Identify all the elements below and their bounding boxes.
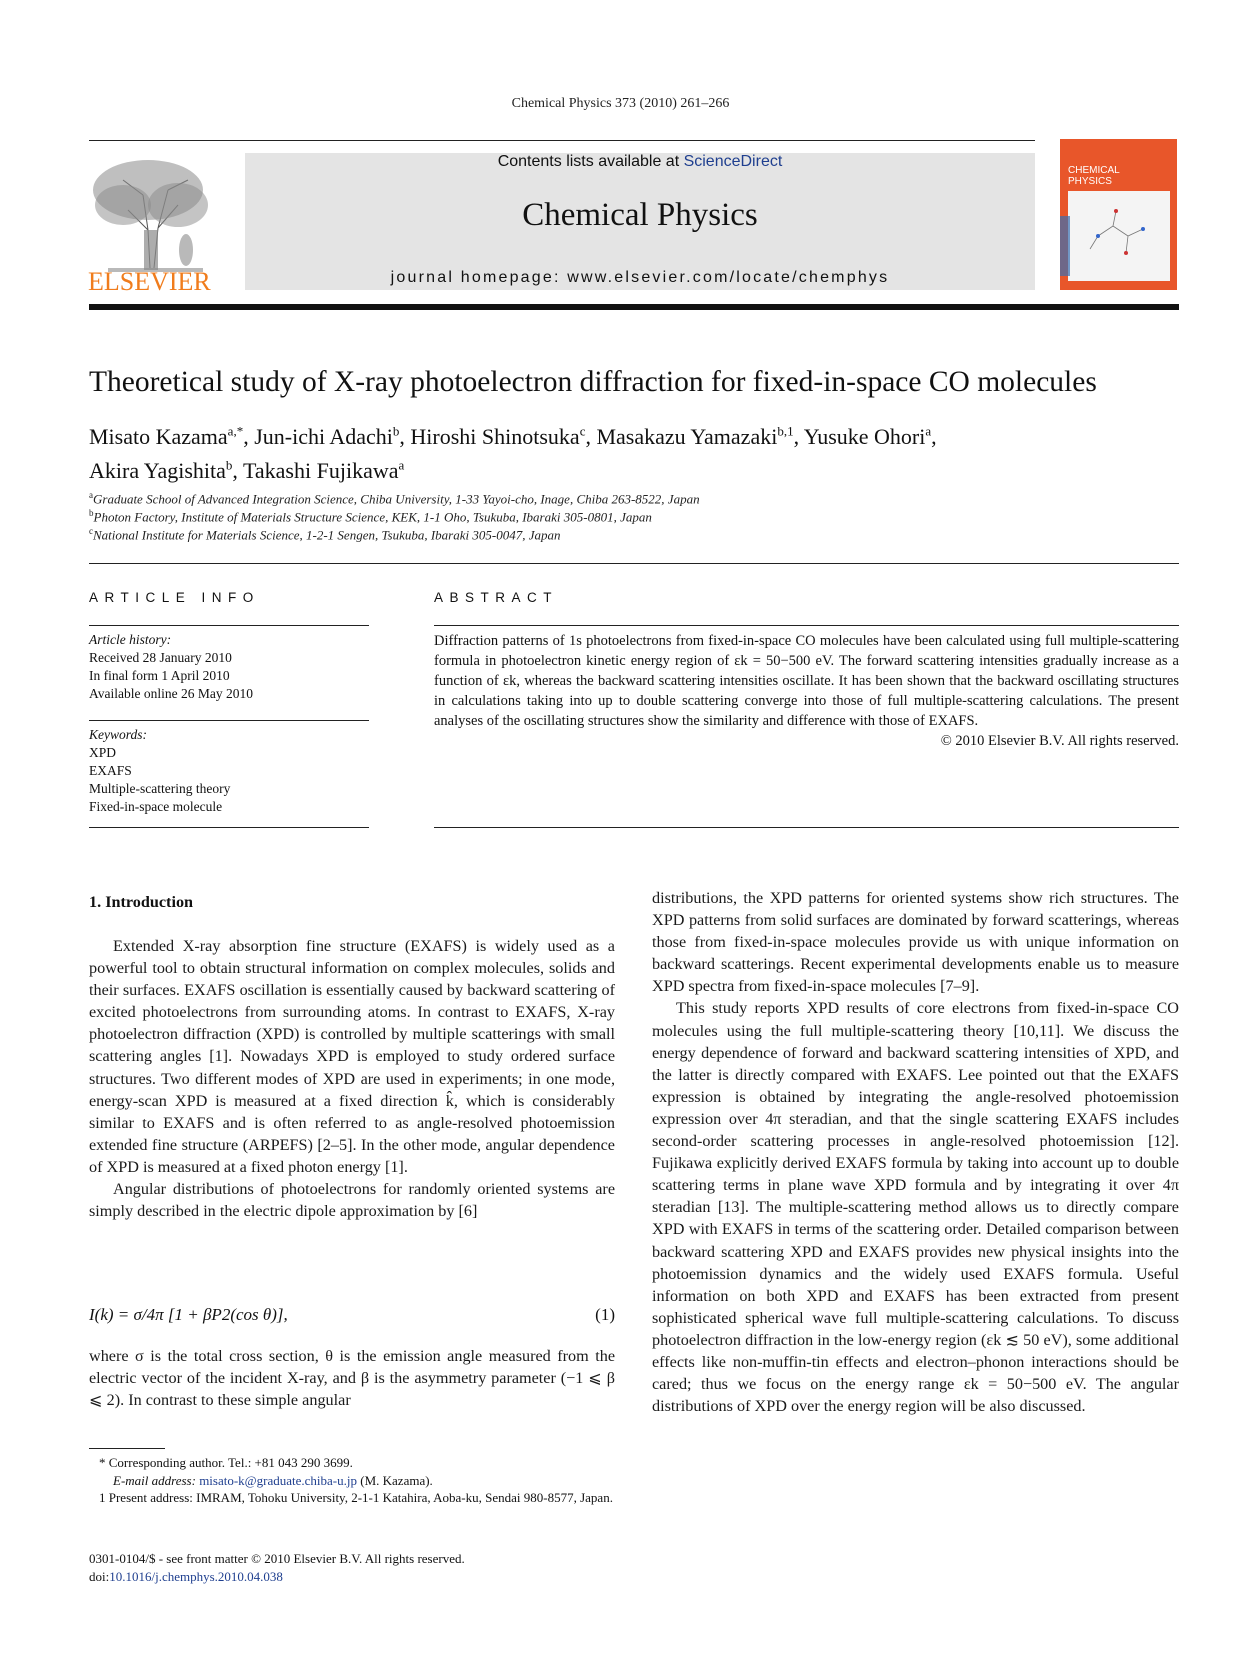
- abstract-rule-bottom: [434, 827, 1179, 828]
- author-4: Masakazu Yamazaki$^{b,1}$,: [596, 424, 804, 450]
- affiliation-c: $^c$National Institute for Materials Science, 1-2-1 Sengen, Tsukuba, Ibaraki 305-0047, Japan: [89, 526, 561, 543]
- journal-banner: [245, 153, 1035, 290]
- author-6: Akira Yagishita$^b$,: [89, 457, 243, 483]
- author-4-affil[interactable]: b,1: [777, 424, 794, 439]
- paragraph: This study reports XPD results of core electrons from fixed-in-space CO molecules using the full multiple-scattering theory [10,11]. We discuss the energy dependence of forward and backward scattering intensities of XPD, and the latter is directly compared with EXAFS. Lee pointed out that the EXAFS expression is obtained by integrating the angle-resolved photoemission expression over 4π steradian, and that the single scattering EXAFS includes second-order scattering processes in angle-resolved photoemission [12]. Fujikawa explicitly derived EXAFS formula by taking into account up to double scattering terms in plane wave XPD formula and by integrating it over 4π steradian [13]. The multiple-scattering method allows us to directly compare XPD with EXAFS in terms of the scattering order. Detailed comparison between backward scattering XPD and EXAFS provides new physical insights into the photoemission dynamics and the widely used EXAFS formula. Useful information on both XPD and EXAFS has been extracted from present sophisticated spherical wave full multiple-scattering calculations. To discuss photoelectron diffraction in the low-energy region (εk ≲ 50 eV), some additional effects like non-muffin-tin effects and electron–phonon interactions should be cared; thus we focus on the energy range εk = 50−500 eV. The angular distributions of XPD over the energy region will be also discussed.: [652, 999, 1179, 1416]
- elsevier-logo: [88, 150, 218, 295]
- present-address-note: 1 Present address: IMRAM, Tohoku University, 2-1-1 Katahira, Aoba-ku, Sendai 980-8577, Japan.: [99, 1490, 613, 1505]
- history-label: Article history:: [89, 632, 172, 647]
- corresponding-author-note: * Corresponding author. Tel.: +81 043 290 3699.: [99, 1455, 353, 1470]
- left-column-bottom: [89, 1345, 615, 1411]
- article-info-heading: ARTICLE INFO: [89, 590, 260, 605]
- equation-1: [89, 1305, 615, 1325]
- abstract-text: Diffraction patterns of 1s photoelectrons from fixed-in-space CO molecules have been calculated using full multiple-scattering formula in photoelectron kinetic energy region of εk = 50−500 eV. The forward scattering intensities gradually increase as a function of εk, whereas the backward scattering intensities oscillate. It has been shown that the backward oscillating structures in calculations taking into up to double scattering converge into those of full multiple-scattering calculations. The present analyses of the oscillating structures show the similarity and difference with those of EXAFS.: [434, 633, 1179, 729]
- issn-line: 0301-0104/$ - see front matter © 2010 Elsevier B.V. All rights reserved.: [89, 1551, 465, 1566]
- right-column: [652, 887, 1179, 1417]
- article-history: [89, 631, 253, 703]
- info-rule-mid: [89, 720, 369, 721]
- abstract-heading: ABSTRACT: [434, 590, 559, 605]
- journal-cover: [1060, 139, 1177, 290]
- header-rule: [89, 140, 1035, 141]
- equation-body: I(k) = σ/4π [1 + βP2(cos θ)],: [89, 1305, 288, 1324]
- left-column-top: [89, 935, 615, 1222]
- molecule-graphic-icon: [1068, 191, 1170, 281]
- journal-homepage[interactable]: journal homepage: www.elsevier.com/locate/chemphys: [390, 269, 890, 286]
- author-5-affil[interactable]: a: [925, 424, 932, 439]
- author-2: Jun-ichi Adachi$^b$,: [254, 424, 411, 450]
- info-rule-top: [89, 625, 369, 626]
- section-heading: 1. Introduction: [89, 893, 194, 911]
- front-matter: [89, 1550, 615, 1585]
- affiliation-b: $^b$Photon Factory, Institute of Materials Structure Science, KEK, 1-1 Oho, Tsukuba, Ibaraki 305-0801, Japan: [89, 508, 652, 525]
- author-7-affil[interactable]: a: [398, 457, 405, 473]
- cover-title: [1068, 165, 1120, 187]
- keyword-item: Fixed-in-space molecule: [89, 799, 223, 814]
- author-6-affil[interactable]: b: [225, 457, 233, 473]
- cover-title-line-2: PHYSICS: [1068, 176, 1112, 187]
- author-2-affil[interactable]: b: [392, 424, 400, 439]
- journal-citation: Chemical Physics 373 (2010) 261–266: [511, 96, 730, 111]
- email-note: E-mail address: misato-k@graduate.chiba-u.jp (M. Kazama).: [113, 1472, 433, 1488]
- author-1: Misato Kazama$^{a,*}$,: [89, 424, 255, 450]
- author-list: [89, 418, 1184, 485]
- keyword-item: EXAFS: [89, 763, 132, 778]
- doi-link[interactable]: 10.1016/j.chemphys.2010.04.038: [109, 1568, 283, 1584]
- paragraph: where σ is the total cross section, θ is the emission angle measured from the electric vector of the incident X-ray, and β is the asymmetry parameter (−1 ⩽ β ⩽ 2). In contrast to these simple angular: [89, 1347, 615, 1410]
- footnote-rule: [89, 1448, 165, 1449]
- author-3-affil[interactable]: c: [579, 424, 586, 439]
- footnotes: [89, 1454, 615, 1507]
- cover-image: [1068, 191, 1170, 281]
- cover-title-line-1: CHEMICAL: [1068, 165, 1120, 176]
- history-final-form: In final form 1 April 2010: [89, 668, 230, 683]
- paragraph: Extended X-ray absorption fine structure (EXAFS) is widely used as a powerful tool to obtain structural information on complex molecules, solids and their surfaces. EXAFS oscillation is essentially caused by backward scattering of excited photoelectrons from surrounding atoms. In contrast to EXAFS, X-ray photoelectron diffraction (XPD) is controlled by multiple scatterings with small scattering angles [1]. Nowadays XPD is employed to study ordered surface structures. Two different modes of XPD are used in experiments; in one mode, energy-scan XPD is measured at a fixed direction k̂, which is considerably similar to EXAFS and is often referred to as angle-resolved photoemission extended fine structure (ARPEFS) [2–5]. In the other mode, angular dependence of XPD is measured at a fixed photon energy [1].: [89, 937, 615, 1176]
- doi-line: doi:10.1016/j.chemphys.2010.04.038: [89, 1568, 283, 1584]
- email-link[interactable]: misato-k@graduate.chiba-u.jp: [199, 1472, 357, 1488]
- contents-line: [245, 153, 1035, 171]
- affiliation-a: $^a$Graduate School of Advanced Integration Science, Chiba University, 1-33 Yayoi-cho, Inage, Chiba 263-8522, Japan: [89, 490, 700, 507]
- author-3: Hiroshi Shinotsuka$^c$,: [410, 424, 597, 450]
- publisher-name: ELSEVIER: [88, 267, 211, 295]
- sciencedirect-link[interactable]: ScienceDirect: [683, 153, 783, 170]
- info-rule-bottom: [89, 827, 369, 828]
- keywords: [89, 726, 230, 816]
- abstract-rule-top: [434, 625, 1179, 626]
- journal-title: Chemical Physics: [522, 197, 758, 233]
- article-title: Theoretical study of X-ray photoelectron diffraction for fixed-in-space CO molecules: [89, 366, 1097, 398]
- header-thick-rule: [89, 304, 1179, 310]
- keyword-item: Multiple-scattering theory: [89, 781, 231, 796]
- author-1-affil[interactable]: a,*: [227, 424, 244, 439]
- keyword-item: XPD: [89, 745, 117, 760]
- author-7: Takashi Fujikawa$^a$: [243, 457, 405, 483]
- equation-number: (1): [595, 1305, 615, 1324]
- affiliation-rule: [89, 563, 1179, 564]
- author-5: Yusuke Ohori$^a$,: [803, 424, 937, 450]
- abstract-copyright: © 2010 Elsevier B.V. All rights reserved.: [940, 733, 1179, 749]
- paragraph: distributions, the XPD patterns for oriented systems show rich structures. The XPD patterns from solid surfaces are dominated by forward scatterings, whereas those from fixed-in-space molecules provide us with unique information on backward scatterings. Recent experimental developments enable us to measure XPD spectra from fixed-in-space molecules [7–9].: [652, 889, 1179, 996]
- cover-side-graphic: [1060, 216, 1070, 276]
- paragraph: Angular distributions of photoelectrons for randomly oriented systems are simply described in the electric dipole approximation by [6]: [89, 1180, 615, 1221]
- abstract: [434, 631, 1179, 751]
- elsevier-tree-icon: [88, 150, 218, 295]
- history-online: Available online 26 May 2010: [89, 686, 253, 701]
- history-received: Received 28 January 2010: [89, 650, 232, 665]
- contents-prefix: Contents lists available at: [497, 153, 684, 170]
- keywords-label: Keywords:: [89, 727, 147, 742]
